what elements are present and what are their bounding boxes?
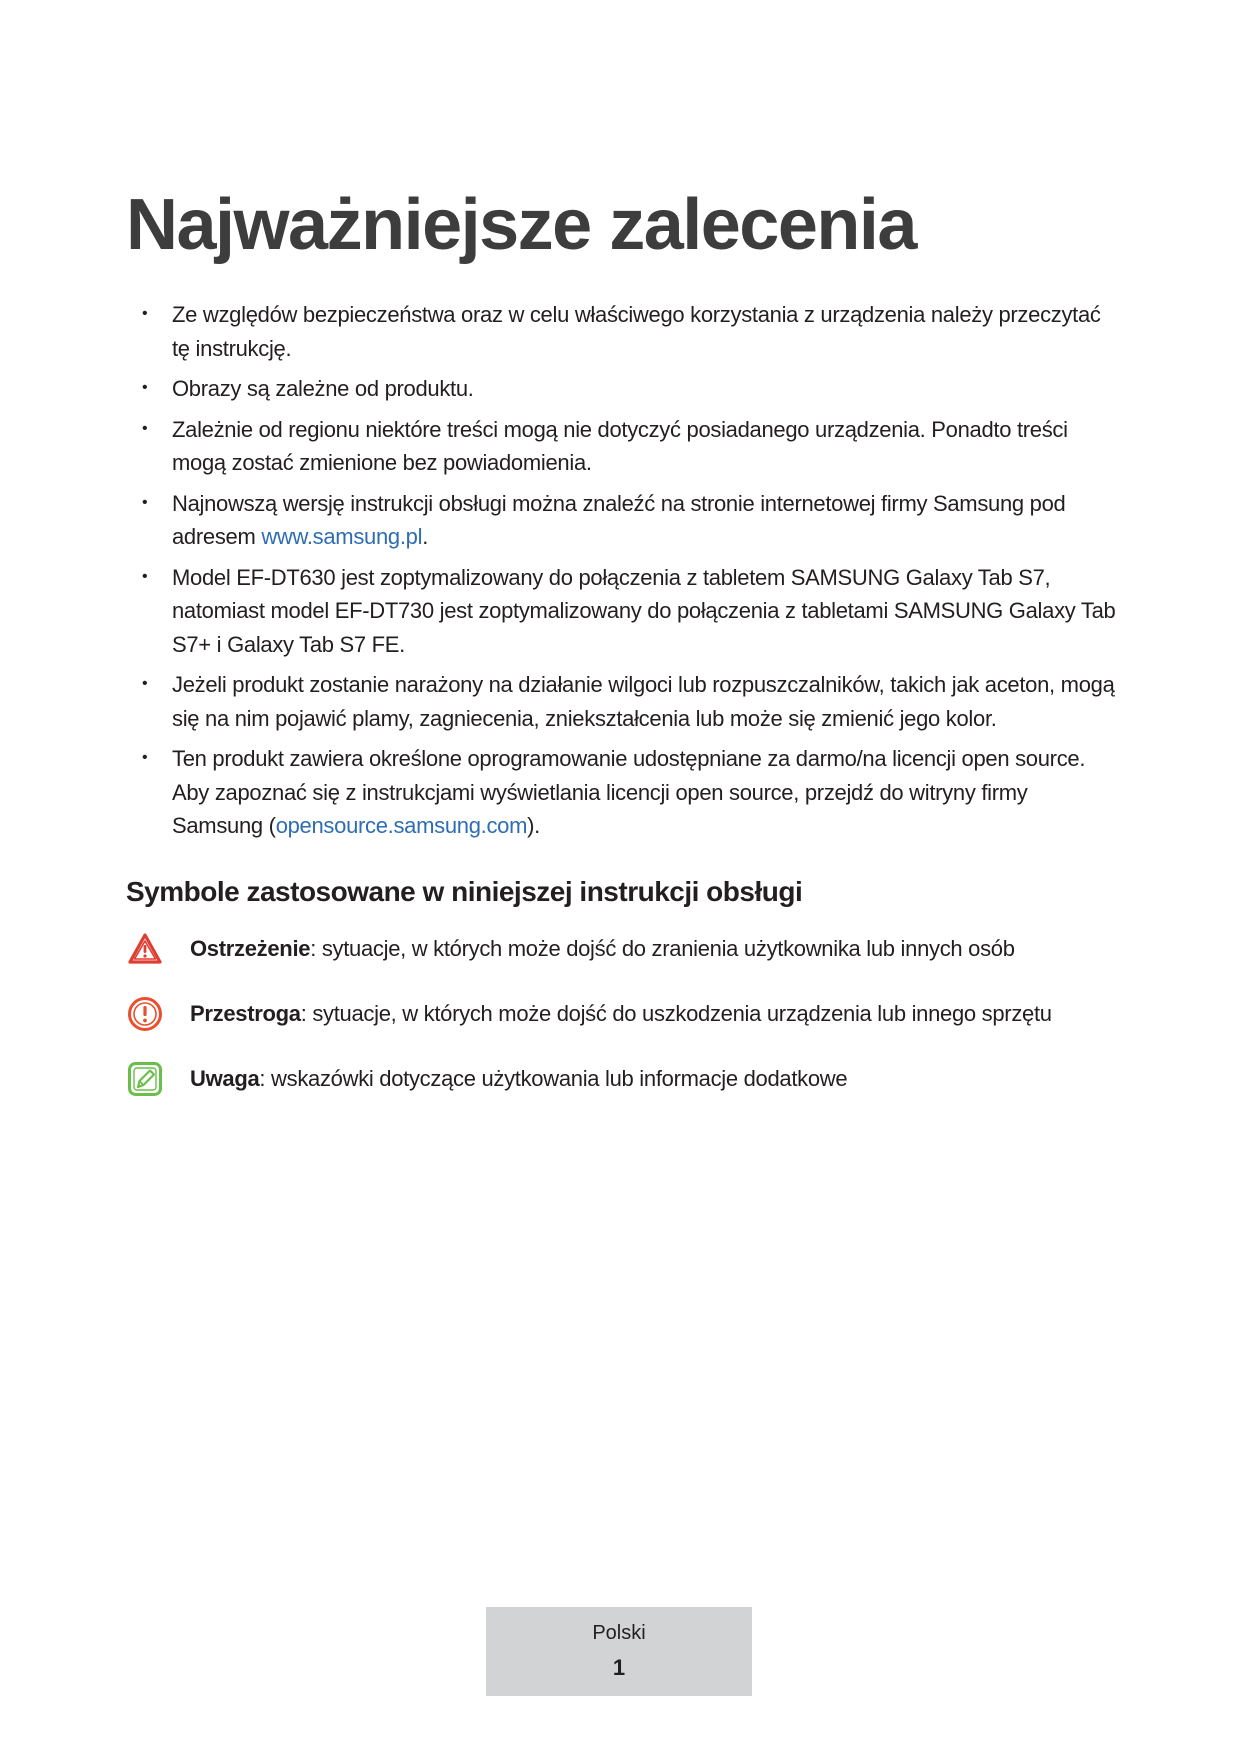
symbol-row-warning <box>126 929 1126 969</box>
symbol-description <box>190 1001 1052 1027</box>
bullet-text: Najnowszą wersję instrukcji obsługi można znaleźć na stronie internetowej firmy Samsung pod adresem <box>172 490 1066 549</box>
list-item <box>140 487 1120 554</box>
symbol-term: Przestroga <box>190 1001 301 1026</box>
symbol-row-note <box>126 1059 1126 1099</box>
page-footer <box>486 1607 752 1696</box>
list-item <box>140 298 1120 365</box>
list-item <box>140 742 1120 843</box>
bullet-text-end: . <box>422 524 428 549</box>
list-item <box>140 413 1120 480</box>
list-item <box>140 668 1120 735</box>
bullet-text-end: ). <box>527 813 540 838</box>
bullet-text: Ten produkt zawiera określone oprogramowanie udostępniane za darmo/na licencji open source. Aby zapoznać się z instrukcjami wyświetlania licencji open source, przejdź do witryny firmy Samsung ( <box>172 746 1086 838</box>
symbol-desc: : sytuacje, w których może dojść do uszkodzenia urządzenia lub innego sprzętu <box>300 1001 1052 1026</box>
symbol-description <box>190 936 1015 962</box>
opensource-link[interactable]: opensource.samsung.com <box>275 813 528 838</box>
bullet-text: Zależnie od regionu niektóre treści mogą nie dotyczyć posiadanego urządzenia. Ponadto treści mogą zostać zmienione bez powiadomienia. <box>172 416 1068 475</box>
bullet-text: Model EF-DT630 jest zoptymalizowany do połączenia z tabletem SAMSUNG Galaxy Tab S7, natomiast model EF-DT730 jest zoptymalizowany do połączenia z tabletami SAMSUNG Galaxy Tab S7+ i Galaxy Tab S7 FE. <box>172 564 1116 657</box>
symbol-term: Ostrzeżenie <box>190 936 311 961</box>
page-title: Najważniejsze zalecenia <box>126 185 916 265</box>
bullet-text: Obrazy są zależne od produktu. <box>172 376 474 401</box>
symbols-heading: Symbole zastosowane w niniejszej instrukcji obsługi <box>126 876 803 907</box>
note-pencil-icon <box>126 1060 164 1098</box>
samsung-website-link[interactable]: www.samsung.pl <box>261 524 423 549</box>
list-item <box>140 561 1120 662</box>
bullet-text: Jeżeli produkt zostanie narażony na działanie wilgoci lub rozpuszczalników, takich jak aceton, mogą się na nim pojawić plamy, zagniecenia, zniekształcenia lub może się zmienić jego kolor. <box>172 672 1115 731</box>
symbol-desc: : wskazówki dotyczące użytkowania lub informacje dodatkowe <box>259 1066 848 1091</box>
footer-language: Polski <box>592 1622 646 1644</box>
caution-exclamation-icon <box>126 995 164 1033</box>
page-number: 1 <box>612 1655 626 1680</box>
symbol-desc: : sytuacje, w których może dojść do zranienia użytkownika lub innych osób <box>310 936 1015 961</box>
symbol-description <box>190 1066 847 1092</box>
symbol-term: Uwaga <box>190 1066 260 1091</box>
recommendations-list <box>140 298 1120 850</box>
list-item <box>140 372 1120 406</box>
symbol-row-caution <box>126 994 1126 1034</box>
bullet-text: Ze względów bezpieczeństwa oraz w celu właściwego korzystania z urządzenia należy przeczytać tę instrukcję. <box>172 302 1101 361</box>
warning-triangle-icon <box>126 930 164 968</box>
